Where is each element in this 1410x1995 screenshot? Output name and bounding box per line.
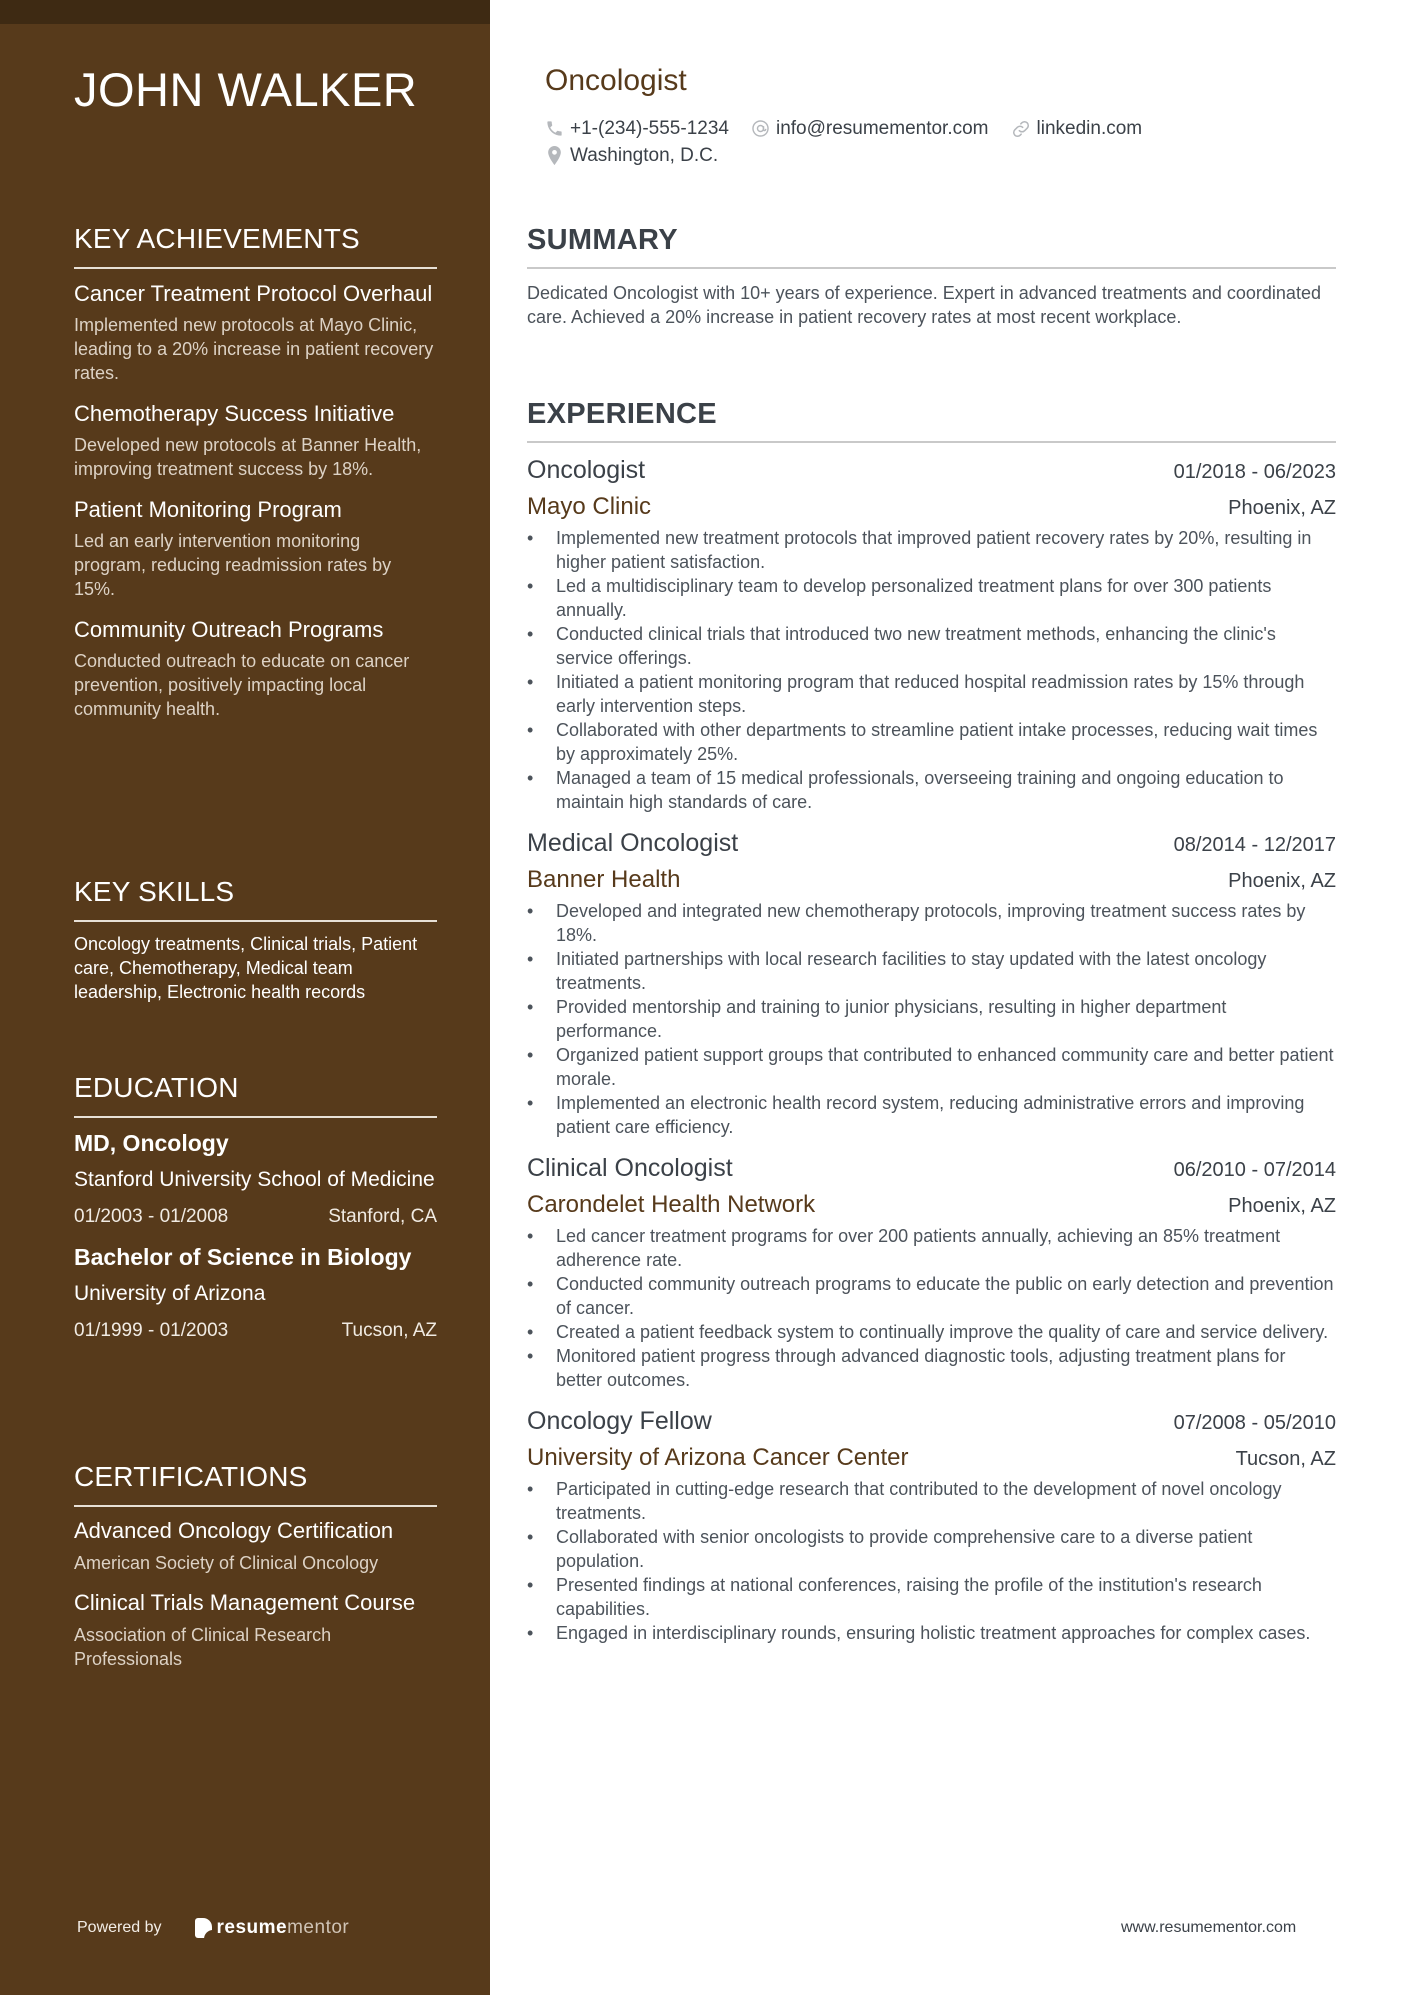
link-icon — [1011, 119, 1031, 139]
education-section — [74, 1071, 437, 1356]
education-dates: 01/1999 - 01/2003 — [74, 1320, 229, 1341]
website-text: linkedin.com — [1036, 117, 1143, 139]
footer-website-link[interactable]: www.resumementor.com — [1121, 1919, 1297, 1936]
section-heading: KEY SKILLS — [74, 875, 437, 922]
experience-header — [527, 827, 1336, 859]
experience-bullets — [527, 1224, 1336, 1392]
certification-issuer: American Society of Clinical Oncology — [74, 1553, 379, 1573]
education-school: University of Arizona — [74, 1282, 266, 1305]
bullet-item: • Collaborated with senior oncologists to provide comprehensive care to a diverse patient population. — [527, 1525, 1336, 1573]
bullet-item: • Implemented an electronic health record system, reducing administrative errors and improving patient care efficiency. — [527, 1091, 1336, 1139]
education-meta — [74, 1204, 437, 1230]
achievement-item — [74, 399, 437, 481]
experience-location: Phoenix, AZ — [1228, 870, 1336, 892]
key-skills-section — [74, 875, 437, 1004]
education-item — [74, 1242, 437, 1344]
achievement-description: Implemented new protocols at Mayo Clinic, leading to a 20% increase in patient recovery rates. — [74, 315, 434, 383]
certification-title: Advanced Oncology Certification — [74, 1518, 394, 1543]
contact-email[interactable] — [751, 118, 989, 140]
bullet-item: • Created a patient feedback system to continually improve the quality of care and service delivery. — [527, 1320, 1336, 1344]
bullet-item: • Organized patient support groups that contributed to enhanced community care and better patient morale. — [527, 1043, 1336, 1091]
achievement-description: Developed new protocols at Banner Health, improving treatment success by 18%. — [74, 435, 422, 479]
powered-by — [77, 1917, 349, 1939]
experience-role: Clinical Oncologist — [527, 1154, 733, 1182]
bullet-item: • Initiated partnerships with local research facilities to stay updated with the latest oncology treatments. — [527, 947, 1336, 995]
at-icon — [751, 119, 770, 138]
experience-location: Phoenix, AZ — [1228, 497, 1336, 519]
experience-company: Banner Health — [527, 866, 681, 893]
bullet-item: • Initiated a patient monitoring program that reduced hospital readmission rates by 15% through early intervention steps. — [527, 670, 1336, 718]
experience-subheader — [527, 1443, 1336, 1473]
contact-location — [545, 145, 718, 167]
resumementor-logo[interactable] — [195, 1917, 350, 1939]
experience-bullets — [527, 1477, 1336, 1645]
bullet-item: • Presented findings at national conferences, raising the profile of the institution's research capabilities. — [527, 1573, 1336, 1621]
experience-dates: 06/2010 - 07/2014 — [1173, 1159, 1336, 1181]
experience-dates: 08/2014 - 12/2017 — [1173, 834, 1336, 856]
education-location: Stanford, CA — [328, 1206, 437, 1227]
experience-bullets — [527, 899, 1336, 1139]
skills-list: Oncology treatments, Clinical trials, Patient care, Chemotherapy, Medical team leadership, Electronic health records — [74, 934, 418, 1002]
experience-dates: 07/2008 - 05/2010 — [1173, 1412, 1336, 1434]
experience-header — [527, 1152, 1336, 1184]
achievement-description: Led an early intervention monitoring program, reducing readmission rates by 15%. — [74, 531, 392, 599]
experience-item — [527, 827, 1336, 1139]
certification-item — [74, 1517, 437, 1575]
bullet-item: • Developed and integrated new chemotherapy protocols, improving treatment success rates by 18%. — [527, 899, 1336, 947]
sidebar-top-band — [0, 0, 490, 24]
experience-location: Tucson, AZ — [1235, 1448, 1336, 1470]
bullet-item: • Led a multidisciplinary team to develop personalized treatment plans for over 300 patients annually. — [527, 574, 1336, 622]
bullet-item: • Conducted clinical trials that introduced two new treatment methods, enhancing the clinic's service offerings. — [527, 622, 1336, 670]
contact-phone[interactable] — [545, 118, 729, 140]
certifications-section — [74, 1460, 437, 1685]
achievement-item — [74, 279, 437, 385]
education-meta — [74, 1318, 437, 1344]
experience-company: Carondelet Health Network — [527, 1191, 816, 1218]
key-achievements-section — [74, 222, 437, 735]
bullet-item: • Led cancer treatment programs for over 200 patients annually, achieving an 85% treatment adherence rate. — [527, 1224, 1336, 1272]
contact-website[interactable] — [1011, 118, 1143, 140]
certification-title: Clinical Trials Management Course — [74, 1590, 416, 1615]
bullet-item: • Engaged in interdisciplinary rounds, ensuring holistic treatment approaches for complex cases. — [527, 1621, 1336, 1645]
certification-item — [74, 1589, 437, 1671]
education-dates: 01/2003 - 01/2008 — [74, 1206, 229, 1227]
experience-header — [527, 454, 1336, 486]
summary-text: Dedicated Oncologist with 10+ years of experience. Expert in advanced treatments and coordinated care. Achieved a 20% increase in patient recovery rates at most recent workplace. — [527, 283, 1321, 327]
achievement-item — [74, 615, 437, 721]
candidate-name: JOHN WALKER — [74, 63, 418, 116]
experience-item — [527, 1152, 1336, 1392]
experience-dates: 01/2018 - 06/2023 — [1173, 461, 1336, 483]
contact-row — [545, 142, 1335, 169]
section-heading: KEY ACHIEVEMENTS — [74, 222, 437, 269]
achievement-description: Conducted outreach to educate on cancer prevention, positively impacting local community health. — [74, 651, 410, 719]
contact-info — [545, 115, 1335, 169]
education-location: Tucson, AZ — [341, 1320, 437, 1341]
experience-role: Medical Oncologist — [527, 829, 739, 857]
brand-name-part1: resume — [216, 1917, 288, 1938]
contact-row — [545, 115, 1335, 142]
experience-item — [527, 454, 1336, 814]
experience-subheader — [527, 492, 1336, 522]
section-heading: EXPERIENCE — [527, 397, 1336, 443]
experience-company: University of Arizona Cancer Center — [527, 1444, 909, 1471]
experience-bullets — [527, 526, 1336, 814]
experience-role: Oncology Fellow — [527, 1407, 712, 1435]
achievement-title: Patient Monitoring Program — [74, 497, 342, 522]
job-title: Oncologist — [545, 64, 687, 97]
powered-by-label: Powered by — [77, 1919, 162, 1936]
bullet-item: • Implemented new treatment protocols that improved patient recovery rates by 20%, resulting in higher patient satisfaction. — [527, 526, 1336, 574]
experience-section — [527, 397, 1336, 1645]
phone-text: +1-(234)-555-1234 — [570, 117, 729, 139]
phone-icon — [545, 119, 564, 138]
brand-logo-icon — [195, 1918, 212, 1938]
summary-section — [527, 223, 1336, 329]
experience-header — [527, 1405, 1336, 1437]
certification-issuer: Association of Clinical Research Professionals — [74, 1625, 332, 1669]
achievement-item — [74, 495, 437, 601]
education-degree: MD, Oncology — [74, 1130, 229, 1156]
section-heading: CERTIFICATIONS — [74, 1460, 437, 1507]
experience-subheader — [527, 865, 1336, 895]
education-school: Stanford University School of Medicine — [74, 1168, 435, 1191]
sidebar — [0, 0, 490, 1995]
section-heading: EDUCATION — [74, 1071, 437, 1118]
education-degree: Bachelor of Science in Biology — [74, 1244, 412, 1270]
bullet-item: • Managed a team of 15 medical professionals, overseeing training and ongoing education to maintain high standards of care. — [527, 766, 1336, 814]
experience-subheader — [527, 1190, 1336, 1220]
experience-company: Mayo Clinic — [527, 493, 652, 520]
achievement-title: Community Outreach Programs — [74, 617, 384, 642]
bullet-item: • Provided mentorship and training to junior physicians, resulting in higher department performance. — [527, 995, 1336, 1043]
brand-name-part2: mentor — [287, 1917, 350, 1938]
bullet-item: • Participated in cutting-edge research that contributed to the development of novel oncology treatments. — [527, 1477, 1336, 1525]
location-pin-icon — [545, 145, 564, 166]
bullet-item: • Conducted community outreach programs to educate the public on early detection and prevention of cancer. — [527, 1272, 1336, 1320]
education-item — [74, 1128, 437, 1230]
achievement-title: Chemotherapy Success Initiative — [74, 401, 395, 426]
achievement-title: Cancer Treatment Protocol Overhaul — [74, 281, 433, 306]
experience-role: Oncologist — [527, 456, 646, 484]
section-heading: SUMMARY — [527, 223, 1336, 269]
experience-location: Phoenix, AZ — [1228, 1195, 1336, 1217]
email-text: info@resumementor.com — [775, 117, 989, 139]
bullet-item: • Monitored patient progress through advanced diagnostic tools, adjusting treatment plans for better outcomes. — [527, 1344, 1336, 1392]
bullet-item: • Collaborated with other departments to streamline patient intake processes, reducing wait times by approximately 25%. — [527, 718, 1336, 766]
location-text: Washington, D.C. — [570, 144, 719, 166]
experience-item — [527, 1405, 1336, 1645]
